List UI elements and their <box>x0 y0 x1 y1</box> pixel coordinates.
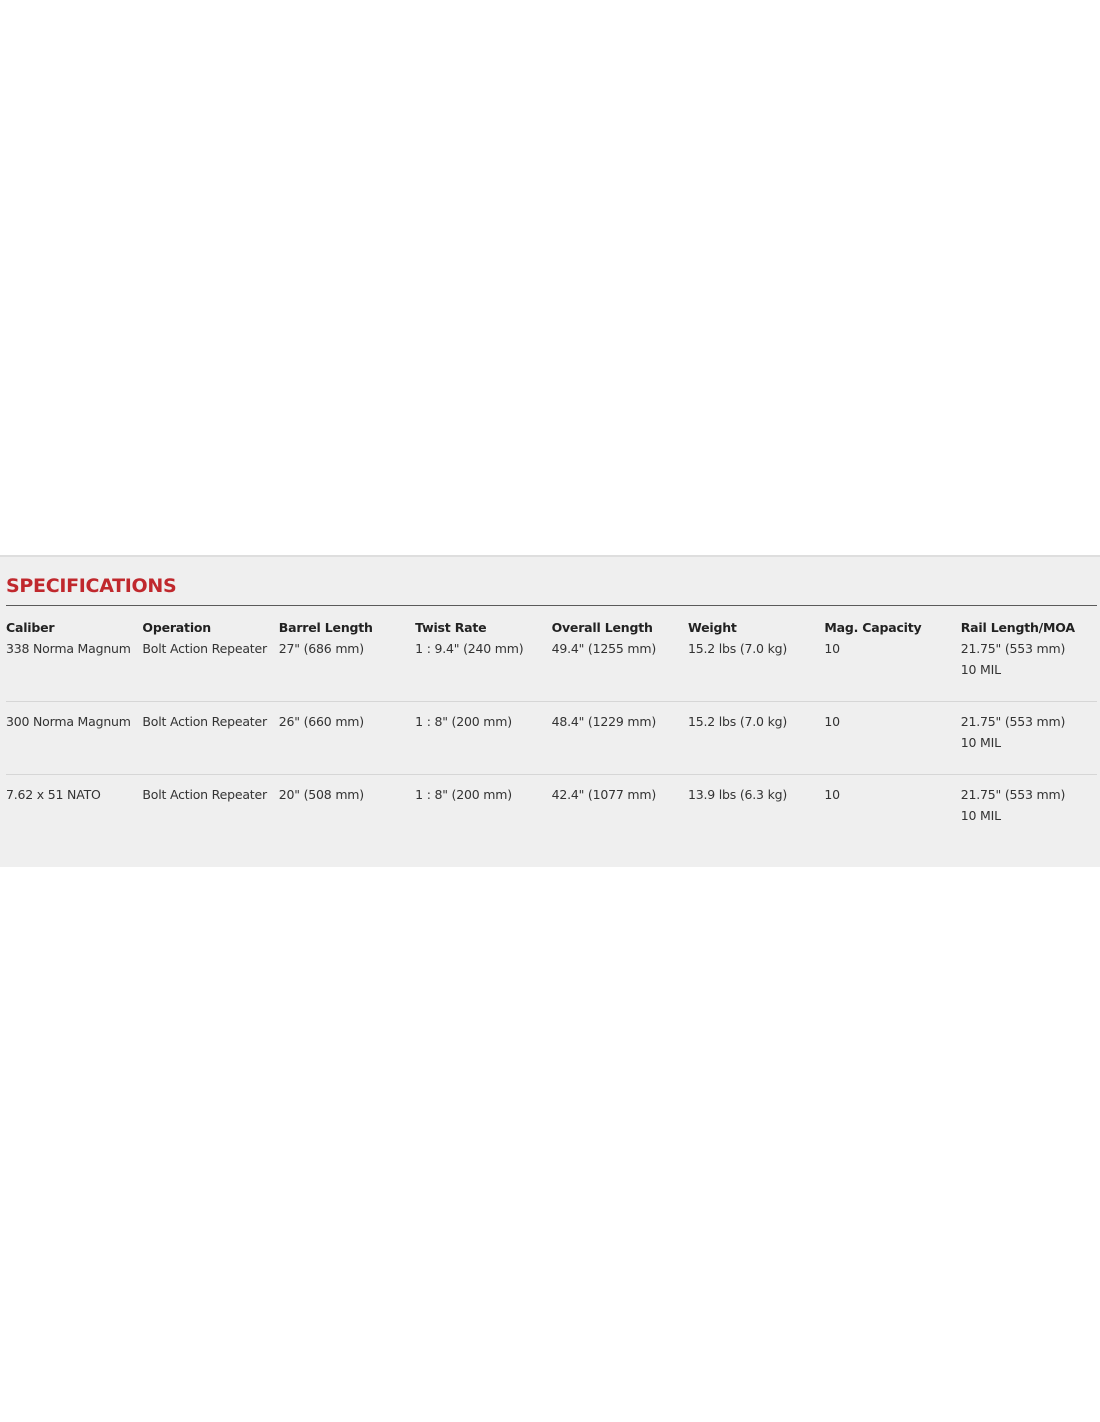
cell-caliber: 300 Norma Magnum <box>6 702 142 775</box>
cell-caliber: 7.62 x 51 NATO <box>6 775 142 848</box>
cell-operation: Bolt Action Repeater <box>142 641 267 656</box>
rail-length: 21.75" (553 mm) <box>960 787 1066 802</box>
title-divider <box>6 605 1097 606</box>
cell-barrel-length: 27" (686 mm) <box>278 641 364 656</box>
specifications-title: SPECIFICATIONS <box>6 575 177 597</box>
cell-weight: 15.2 lbs (7.0 kg) <box>687 641 788 656</box>
rail-moa: 10 MIL <box>960 661 1001 677</box>
specifications-section <box>0 555 1100 867</box>
cell-mag-capacity: 10 <box>824 775 960 848</box>
cell-operation: Bolt Action Repeater <box>142 702 278 775</box>
cell-overall-length: 42.4" (1077 mm) <box>552 775 688 848</box>
cell-barrel-length: 26" (660 mm) <box>279 702 415 775</box>
cell-caliber: 338 Norma Magnum <box>6 641 131 656</box>
cell-rail-length-moa <box>961 637 1097 702</box>
cell-rail-length-moa <box>961 702 1097 775</box>
table-row <box>6 702 1097 775</box>
cell-weight: 15.2 lbs (7.0 kg) <box>688 702 824 775</box>
header-weight: Weight <box>687 620 737 635</box>
cell-weight: 13.9 lbs (6.3 kg) <box>688 775 824 848</box>
header-mag-capacity: Mag. Capacity <box>824 620 922 635</box>
cell-twist-rate: 1 : 9.4" (240 mm) <box>415 641 524 656</box>
header-caliber: Caliber <box>6 620 55 635</box>
cell-operation: Bolt Action Repeater <box>142 775 278 848</box>
rail-length: 21.75" (553 mm) <box>960 641 1066 656</box>
cell-overall-length: 48.4" (1229 mm) <box>552 702 688 775</box>
cell-barrel-length: 20" (508 mm) <box>279 775 415 848</box>
header-operation: Operation <box>142 620 211 635</box>
table-row <box>6 775 1097 848</box>
cell-twist-rate: 1 : 8" (200 mm) <box>415 775 551 848</box>
rail-moa: 10 MIL <box>960 807 1001 823</box>
cell-rail-length-moa <box>961 775 1097 848</box>
cell-twist-rate: 1 : 8" (200 mm) <box>415 702 551 775</box>
cell-overall-length: 49.4" (1255 mm) <box>551 641 657 656</box>
cell-mag-capacity: 10 <box>824 702 960 775</box>
specifications-table <box>6 611 1097 847</box>
header-rail-length-moa: Rail Length/MOA <box>960 620 1075 635</box>
header-twist-rate: Twist Rate <box>415 620 487 635</box>
header-overall-length: Overall Length <box>551 620 653 635</box>
header-barrel-length: Barrel Length <box>278 620 373 635</box>
table-row <box>6 637 1097 702</box>
table-header-row <box>6 611 1097 637</box>
cell-mag-capacity: 10 <box>824 641 840 656</box>
rail-moa: 10 MIL <box>960 734 1001 750</box>
rail-length: 21.75" (553 mm) <box>960 714 1066 729</box>
